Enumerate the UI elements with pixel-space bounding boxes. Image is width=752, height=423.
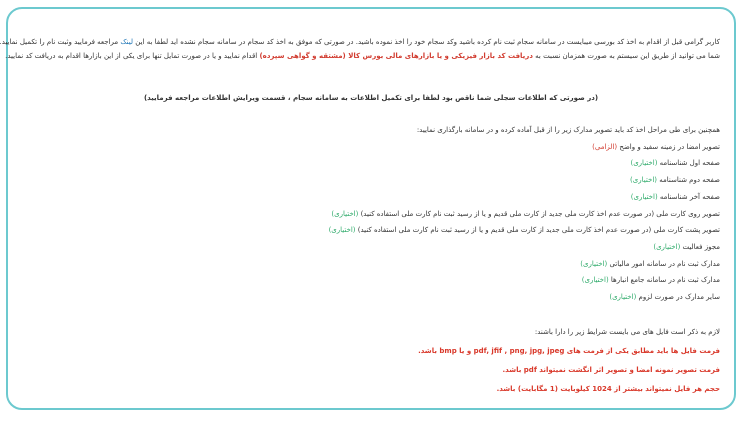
- document-item: [329, 206, 720, 223]
- file-rule-item: حجم هر فایل نمیتواند بیشتر از 1024 کیلوبایت (1 مگابایت) باشد.: [496, 385, 720, 393]
- intro-text-4: اقدام نمایید و یا در صورت تمایل تنها برای یکی از این بازارها اقدام به دریافت کد نمایید.: [5, 52, 258, 60]
- document-label: تصویر پشت کارت ملی (در صورت عدم اخذ کارت ملی جدید از کارت ملی قدیم و یا از رسید ثبت نام کارت ملی استفاده کنید): [357, 226, 720, 235]
- documents-section: [329, 122, 720, 306]
- optional-badge: (اختیاری): [609, 293, 637, 302]
- file-rule-item: فرمت فایل ها باید مطابق یکی از فرمت های pdf, jfif , png, jpg, jpeg و یا bmp باشد.: [418, 347, 720, 355]
- incomplete-info-notice: (در صورتی که اطلاعات سجلی شما ناقص بود لطفا برای تکمیل اطلاعات به سامانه سجام ، قسمت ویرایش اطلاعات مراجعه فرمایید): [143, 94, 599, 102]
- optional-badge: (اختیاری): [630, 159, 658, 168]
- document-item: [329, 256, 720, 273]
- intro-text-1: کاربر گرامی قبل از اقدام به اخذ کد بورسی میبایست در سامانه سجام ثبت نام کرده باشید وکد سجام خود را اخذ نموده باشید. در صورتی که موفق به اخذ کد سجام در سامانه سجام نشده اید لطفا به این: [135, 38, 720, 46]
- document-item: [329, 139, 720, 156]
- info-card: [0, 7, 736, 410]
- intro-section: [0, 35, 720, 63]
- document-label: صفحه دوم شناسنامه: [659, 176, 720, 185]
- document-item: [329, 155, 720, 172]
- documents-heading: همچنین برای طی مراحل اخذ کد باید تصویر مدارک زیر را از قبل آماده کرده و در سامانه بارگذاری نمایید:: [416, 126, 720, 134]
- document-label: مدارک ثبت نام در سامانه جامع انبارها: [610, 276, 720, 285]
- document-label: مدارک ثبت نام در سامانه امور مالیاتی: [609, 259, 720, 268]
- optional-badge: (اختیاری): [328, 226, 356, 235]
- intro-text-3: شما می توانید از طریق این سیستم به صورت همزمان نسبت به: [535, 52, 720, 60]
- document-item: [329, 172, 720, 189]
- file-rule-item: فرمت تصویر نمونه امضا و تصویر اثر انگشت نمیتواند pdf باشد.: [502, 366, 720, 374]
- intro-text-2: مراجعه فرمایید وثبت نام را تکمیل نمایید.: [0, 38, 119, 46]
- document-label: سایر مدارک در صورت لزوم: [638, 293, 720, 302]
- optional-badge: (اختیاری): [331, 209, 359, 218]
- document-label: صفحه اول شناسنامه: [659, 159, 720, 168]
- required-badge: (الزامی): [592, 142, 618, 151]
- markets-highlight: دریافت کد بازار فیزیکی و یا بازارهای مالی بورس کالا (مشتقه و گواهی سپرده): [259, 52, 533, 60]
- file-rules-list: [418, 342, 720, 399]
- optional-badge: (اختیاری): [653, 242, 681, 251]
- document-item: [329, 189, 720, 206]
- document-item: [329, 239, 720, 256]
- document-label: صفحه آخر شناسنامه: [659, 192, 720, 201]
- optional-badge: (اختیاری): [581, 276, 609, 285]
- optional-badge: (اختیاری): [580, 259, 608, 268]
- document-item: [329, 289, 720, 306]
- documents-list: [329, 139, 720, 306]
- intro-line-1: [0, 35, 720, 49]
- sejam-link[interactable]: لینک: [120, 38, 134, 46]
- optional-badge: (اختیاری): [630, 192, 658, 201]
- document-label: مجوز فعالیت: [682, 242, 720, 251]
- file-rules-heading: لازم به ذکر است فایل های می بایست شرایط زیر را دارا باشند:: [534, 328, 720, 336]
- document-item: [329, 222, 720, 239]
- document-item: [329, 272, 720, 289]
- intro-line-2: [5, 49, 720, 63]
- file-rules-section: [418, 323, 720, 399]
- document-label: تصویر روی کارت ملی (در صورت عدم اخذ کارت ملی جدید از کارت ملی قدیم و یا از رسید ثبت نام کارت ملی استفاده کنید): [360, 209, 720, 218]
- optional-badge: (اختیاری): [630, 176, 657, 185]
- document-label: تصویر امضا در زمینه سفید و واضح: [619, 142, 720, 151]
